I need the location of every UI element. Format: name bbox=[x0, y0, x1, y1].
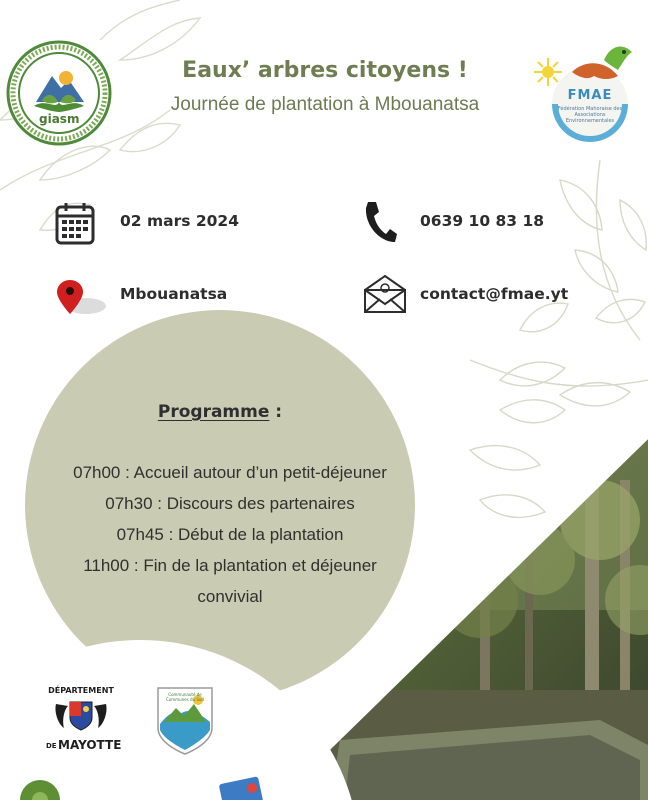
giasm-name: giasm bbox=[39, 112, 80, 126]
calendar-icon bbox=[55, 201, 95, 245]
communaute-sud-logo bbox=[154, 684, 216, 756]
giasm-logo bbox=[6, 40, 112, 146]
event-title: Eaux’ arbres citoyens ! bbox=[182, 58, 468, 83]
event-date: 02 mars 2024 bbox=[120, 212, 239, 230]
flower-logo-partial bbox=[18, 778, 62, 800]
fmae-caption: Fédération Mahoraise des Associations Environnementales bbox=[557, 106, 623, 124]
programme-heading-colon: : bbox=[269, 402, 283, 422]
programme-item: convivial bbox=[197, 587, 263, 606]
fmae-logo bbox=[532, 36, 636, 146]
fmae-name: FMAE bbox=[567, 88, 613, 103]
departement-prefix: DE bbox=[46, 742, 57, 750]
phone-number[interactable]: 0639 10 83 18 bbox=[420, 212, 545, 230]
programme-item: 07h45 : Début de la plantation bbox=[116, 525, 344, 544]
phone-icon bbox=[362, 200, 398, 244]
programme-item: 07h30 : Discours des partenaires bbox=[105, 494, 355, 513]
envelope-icon bbox=[363, 274, 407, 314]
departement-mayotte-logo bbox=[44, 686, 122, 756]
programme-item: 11h00 : Fin de la plantation et déjeuner bbox=[83, 556, 377, 575]
departement-line1: DÉPARTEMENT bbox=[48, 686, 114, 695]
map-pin-icon bbox=[56, 278, 108, 318]
programme-heading-text: Programme bbox=[157, 402, 270, 422]
departement-line2: MAYOTTE bbox=[58, 738, 122, 752]
event-location: Mbouanatsa bbox=[120, 285, 228, 303]
communaute-caption: Communauté de Communes du Sud bbox=[166, 692, 204, 702]
contact-email[interactable]: contact@fmae.yt bbox=[420, 285, 569, 303]
event-subtitle: Journée de plantation à Mbouanatsa bbox=[170, 94, 480, 115]
partner-logo-partial bbox=[216, 776, 266, 800]
programme-heading bbox=[110, 402, 330, 422]
programme-item: 07h00 : Accueil autour d’un petit-déjeuner bbox=[73, 463, 387, 482]
